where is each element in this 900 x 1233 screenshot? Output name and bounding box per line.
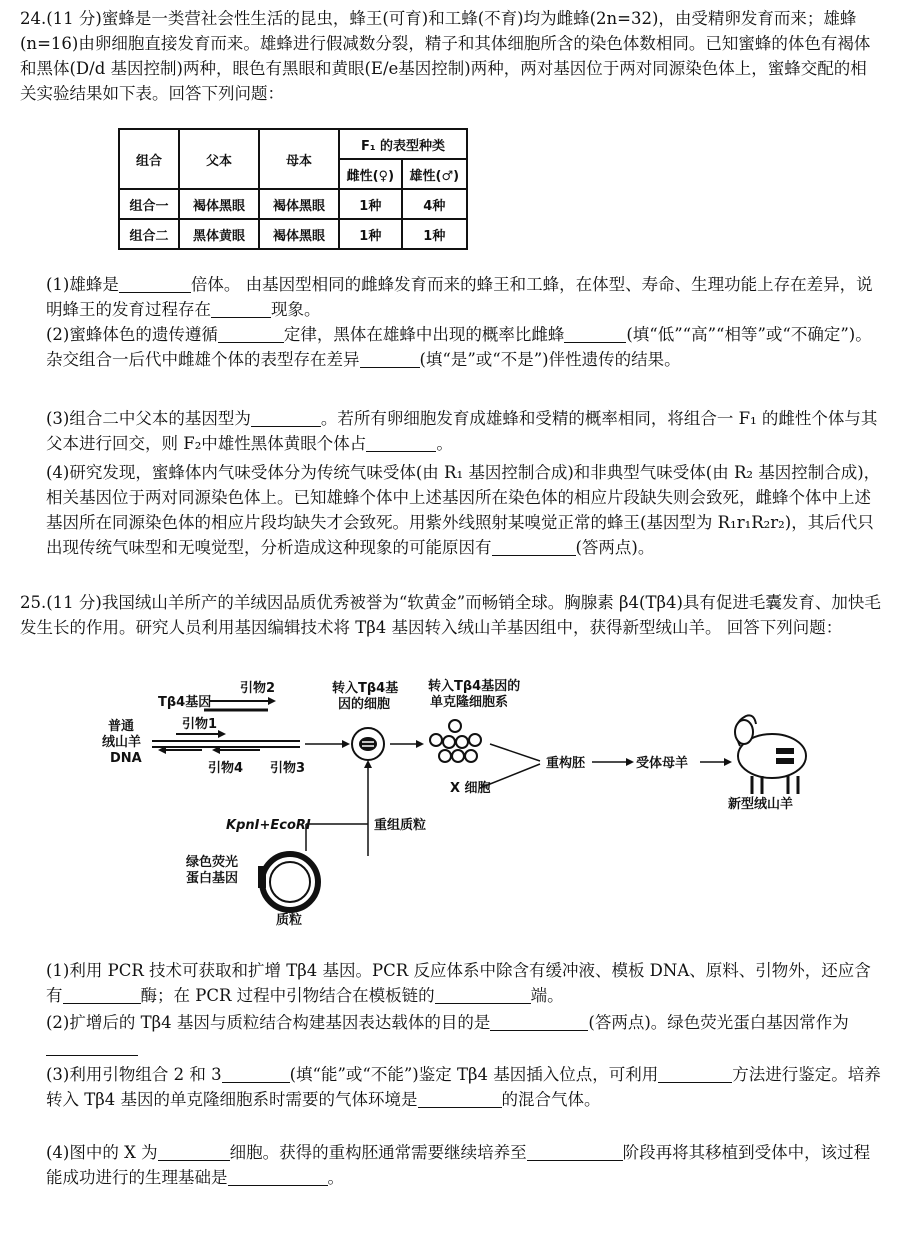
gfp-label-2: 蛋白基因 xyxy=(186,871,239,886)
answer-blank[interactable] xyxy=(564,324,626,343)
th-group: 组合 xyxy=(119,129,179,189)
clone-cells-icon xyxy=(430,720,481,762)
answer-blank[interactable] xyxy=(158,1142,230,1161)
dna-label-1: 普通 xyxy=(108,719,135,734)
answer-blank[interactable] xyxy=(492,537,576,556)
q25-sub4: (4)图中的 X 为 细胞。获得的重构胚通常需要继续培养至 阶段再将其移植到受体中，该过程能成功进行的生理基础是 。 xyxy=(46,1143,871,1187)
gfp-gene-segment xyxy=(258,866,266,888)
answer-blank[interactable] xyxy=(366,433,436,452)
answer-blank[interactable] xyxy=(360,349,420,368)
table-row: 组合二 黑体黄眼 褐体黑眼 1种 1种 xyxy=(119,219,467,249)
clone-label-1: 转入Tβ4基因的 xyxy=(428,679,521,694)
primer1-arrowhead xyxy=(218,730,226,738)
answer-blank[interactable] xyxy=(228,1167,328,1186)
q25-sub1: (1)利用 PCR 技术可获取和扩增 Tβ4 基因。PCR 反应体系中除含有缓冲液、模板 DNA、原料、引物外，还应含有 酶；在 PCR 过程中引物结合在模板链的 端。 xyxy=(46,961,871,1005)
answer-blank[interactable] xyxy=(218,324,284,343)
dna-label-3: DNA xyxy=(110,751,142,766)
cross-results-table xyxy=(118,128,468,250)
primer3-label: 引物3 xyxy=(270,761,306,776)
primer2-label: 引物2 xyxy=(240,681,276,696)
q24-intro: 24.(11 分)蜜蜂是一类营社会性生活的昆虫，蜂王(可育)和工蜂(不育)均为雌蜂(2n=32)，由受精卵发育而来；雄蜂(n=16)由卵细胞直接发育而来。雄蜂进行假减数分裂，精子和其体细胞所含的染色体数相同。已知蜜蜂的体色有褐体和黑体(D/d 基因控制)两种，眼色有黑眼和黄眼(E/e基因控制)两种，两对基因位于两对同源染色体上，蜜蜂交配的相关实验结果如下表。回答下列问题： xyxy=(20,9,871,103)
plasmid-label: 质粒 xyxy=(276,913,303,926)
recipient-label: 受体母羊 xyxy=(636,756,689,771)
answer-blank[interactable] xyxy=(527,1142,623,1161)
embryo-label: 重构胚 xyxy=(546,756,586,771)
th-female: 雌性(♀) xyxy=(339,159,402,189)
primer2-arrowhead xyxy=(268,697,276,705)
x-cell-label: X 细胞 xyxy=(450,781,491,796)
tb4-gene-label: Tβ4基因 xyxy=(158,695,212,710)
table-row: 组合一 褐体黑眼 褐体黑眼 1种 4种 xyxy=(119,189,467,219)
q25-sub3: (3)利用引物组合 2 和 3 (填“能”或“不能”)鉴定 Tβ4 基因插入位点，可利用 方法进行鉴定。培养转入 Tβ4 基因的单克隆细胞系时需要的气体环境是 的混合气体。 xyxy=(46,1065,881,1109)
answer-blank[interactable] xyxy=(490,1012,588,1031)
new-goat-label: 新型绒山羊 xyxy=(728,797,794,812)
answer-blank[interactable] xyxy=(418,1089,502,1108)
answer-blank[interactable] xyxy=(119,274,191,293)
q25-intro: 25.(11 分)我国绒山羊所产的羊绒因品质优秀被誉为“软黄金”而畅销全球。胸腺素 β4(Tβ4)具有促进毛囊发育、加快毛发生长的作用。研究人员利用基因编辑技术将 Tβ4 基因转入绒山羊基因组中，获得新型绒山羊。 回答下列问题： xyxy=(20,593,881,637)
th-father: 父本 xyxy=(179,129,259,189)
primer1-label: 引物1 xyxy=(182,717,218,732)
answer-blank[interactable] xyxy=(211,299,271,318)
primer4-label: 引物4 xyxy=(208,761,244,776)
q24-sub2: (2)蜜蜂体色的遗传遵循 定律，黑体在雄蜂中出现的概率比雌蜂 (填“低”“高”“相等”或“不确定”)。杂交组合一后代中雌雄个体的表型存在差异 (填“是”或“不是”)伴性遗传的结果。 xyxy=(46,325,872,369)
q25-sub2: (2)扩增后的 Tβ4 基因与质粒结合构建基因表达载体的目的是 (答两点)。绿色荧光蛋白基因常作为 xyxy=(46,1010,882,1060)
answer-blank[interactable] xyxy=(658,1064,732,1083)
dna-label-2: 绒山羊 xyxy=(102,735,142,750)
answer-blank[interactable] xyxy=(251,408,321,427)
arrow-clone-to-embryo xyxy=(490,744,540,761)
gfp-label-1: 绿色荧光 xyxy=(186,855,239,870)
cell-label-2: 因的细胞 xyxy=(338,697,391,712)
recombinant-plasmid-label: 重组质粒 xyxy=(374,818,427,833)
th-mother: 母本 xyxy=(259,129,339,189)
th-male: 雄性(♂) xyxy=(402,159,467,189)
answer-blank[interactable] xyxy=(46,1037,138,1056)
transgenic-goat-diagram xyxy=(100,676,820,926)
q24-sub1: (1)雄蜂是 倍体。 由基因型相同的雌蜂发育而来的蜂王和工蜂，在体型、寿命、生理功能上存在差异，说明蜂王的发育过程存在 现象。 xyxy=(46,275,873,319)
clone-label-2: 单克隆细胞系 xyxy=(430,695,509,710)
goat-icon xyxy=(735,715,806,794)
enzymes-label: KpnⅠ+EcoRⅠ xyxy=(226,818,311,833)
q24-sub3: (3)组合二中父本的基因型为 。若所有卵细胞发育成雄蜂和受精的概率相同，将组合一 F₁ 的雌性个体与其父本进行回交，则 F₂中雄性黑体黄眼个体占 。 xyxy=(46,409,878,453)
answer-blank[interactable] xyxy=(222,1064,290,1083)
th-f1: F₁ 的表型种类 xyxy=(339,129,467,159)
cell-label-1: 转入Tβ4基 xyxy=(332,681,399,696)
answer-blank[interactable] xyxy=(435,985,531,1004)
q24-sub4: (4)研究发现，蜜蜂体内气味受体分为传统气味受体(由 R₁ 基因控制合成)和非典型气味受体(由 R₂ 基因控制合成)，相关基因位于两对同源染色体上。已知雄蜂个体中上述基因所在染色体的相应片段缺失则会致死，雌蜂个体中上述基因所在同源染色体的相应片段均缺失才会致死。用紫外线照射某嗅觉正常的蜂王(基因型为 R₁r₁R₂r₂)，其后代只出现传统气味型和无嗅觉型，分析造成这种现象的可能原因有 (答两点)。 xyxy=(46,463,881,557)
answer-blank[interactable] xyxy=(63,985,141,1004)
